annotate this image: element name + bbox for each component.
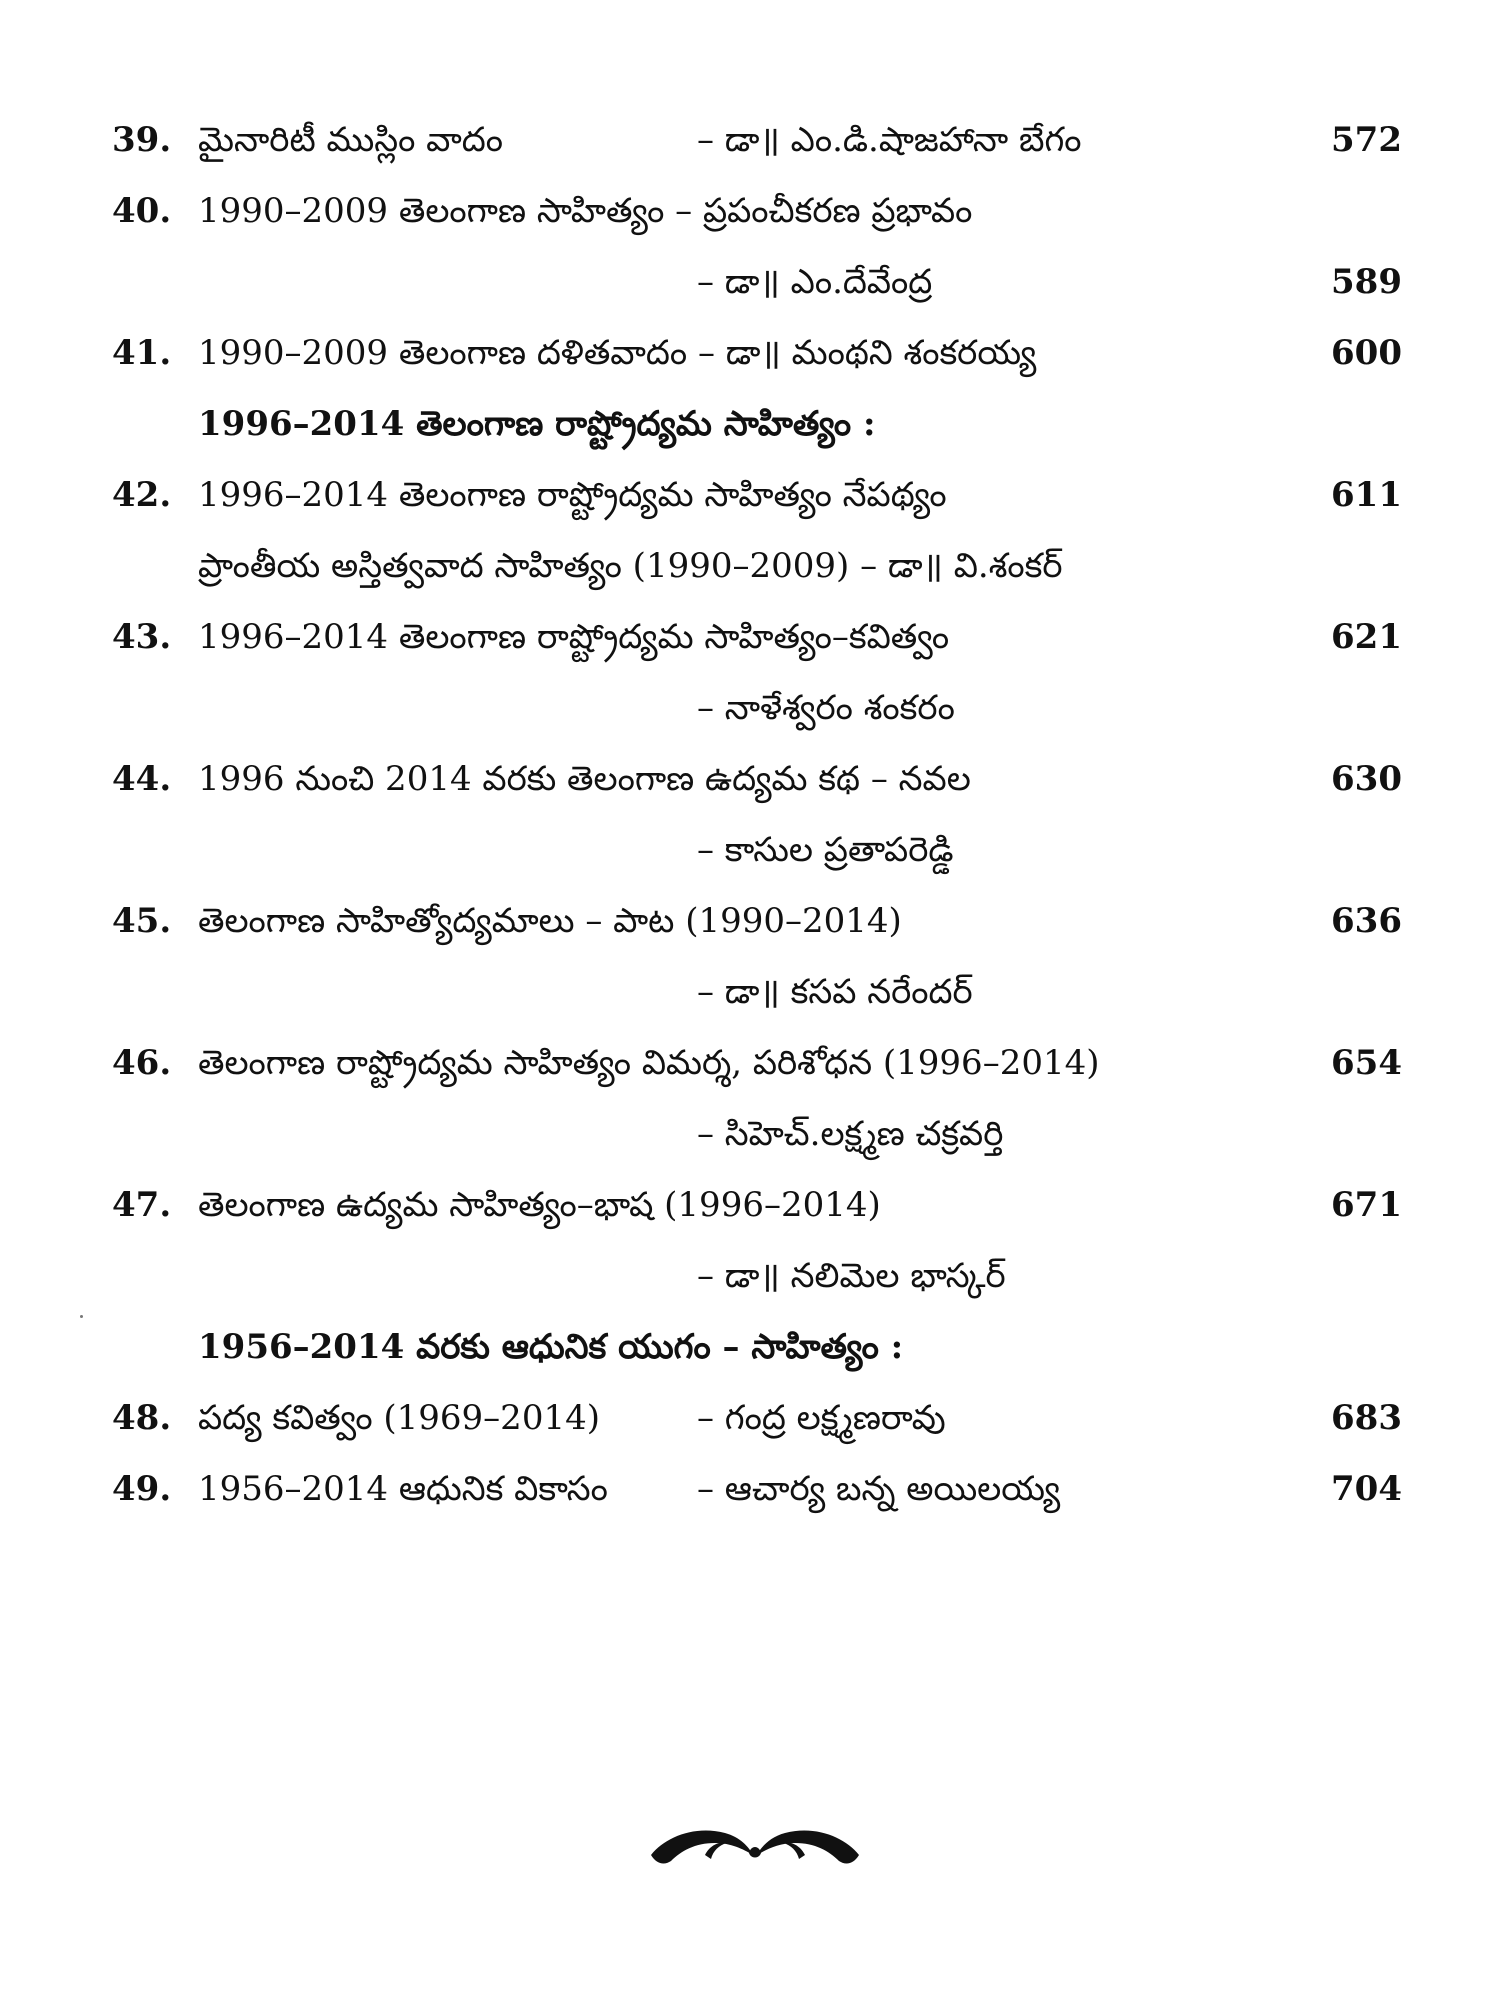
entry-author: – డా॥ ఎం.డి.షాజహానా బేగం <box>697 120 1082 160</box>
toc-entry-46 <box>112 1028 1402 1099</box>
section-heading <box>112 389 1402 460</box>
entry-number: 39. <box>112 120 172 160</box>
entry-page-number: 600 <box>1331 333 1402 373</box>
entry-title: తెలంగాణ ఉద్యమ సాహిత్యం–భాష (1996–2014) <box>198 1185 881 1225</box>
entry-title: మైనారిటీ ముస్లిం వాదం <box>198 120 504 160</box>
entry-number: 48. <box>112 1398 172 1438</box>
entry-title: 1990–2009 తెలంగాణ దళితవాదం – డా॥ మంథని శంకరయ్య <box>198 333 1037 373</box>
entry-author: – డా॥ కసప నరేందర్ <box>697 972 973 1012</box>
toc-entry-49 <box>112 1454 1402 1525</box>
entry-number: 49. <box>112 1469 172 1509</box>
entry-title: తెలంగాణ రాష్ట్రోద్యమ సాహిత్యం విమర్శ, పరిశోధన (1996–2014) <box>198 1043 1100 1083</box>
toc-entry-45 <box>112 886 1402 957</box>
entry-title: 1996–2014 తెలంగాణ రాష్ట్రోద్యమ సాహిత్యం–కవిత్వం <box>198 617 950 657</box>
toc-entry-41 <box>112 318 1402 389</box>
toc-entry-40 <box>112 176 1402 247</box>
entry-title: 1990–2009 తెలంగాణ సాహిత్యం – ప్రపంచీకరణ ప్రభావం <box>198 191 973 231</box>
entry-number: 44. <box>112 759 172 799</box>
table-of-contents <box>112 105 1402 1525</box>
toc-entry-47-author <box>112 1241 1402 1312</box>
entry-title: 1956–2014 ఆధునిక వికాసం <box>198 1469 608 1509</box>
toc-entry-42 <box>112 460 1402 531</box>
toc-entry-46-author <box>112 1099 1402 1170</box>
entry-number: 47. <box>112 1185 172 1225</box>
entry-author: – కాసుల ప్రతాపరెడ్డి <box>697 830 954 870</box>
entry-page-number: 621 <box>1331 617 1402 657</box>
entry-number: 40. <box>112 191 172 231</box>
entry-page-number: 654 <box>1331 1043 1402 1083</box>
toc-entry-42-continuation <box>112 531 1402 602</box>
entry-page-number: 683 <box>1331 1398 1402 1438</box>
entry-author: – సిహెచ్.లక్ష్మణ చక్రవర్తి <box>697 1114 1004 1154</box>
toc-entry-44 <box>112 744 1402 815</box>
entry-number: 45. <box>112 901 172 941</box>
decorative-flourish-icon <box>645 1815 865 1875</box>
toc-entry-43 <box>112 602 1402 673</box>
toc-entry-48 <box>112 1383 1402 1454</box>
entry-title: 1996–2014 తెలంగాణ రాష్ట్రోద్యమ సాహిత్యం నేపథ్యం <box>198 475 947 515</box>
toc-entry-43-author <box>112 673 1402 744</box>
entry-page-number: 589 <box>1331 262 1402 302</box>
entry-author: – గంద్ర లక్ష్మణరావు <box>697 1398 946 1438</box>
toc-entry-40-author <box>112 247 1402 318</box>
entry-page-number: 572 <box>1331 120 1402 160</box>
entry-title: పద్య కవిత్వం (1969–2014) <box>198 1398 600 1438</box>
entry-page-number: 636 <box>1331 901 1402 941</box>
entry-title: తెలంగాణ సాహిత్యోద్యమాలు – పాట (1990–2014) <box>198 901 902 941</box>
toc-entry-47 <box>112 1170 1402 1241</box>
entry-page-number: 630 <box>1331 759 1402 799</box>
entry-page-number: 671 <box>1331 1185 1402 1225</box>
entry-title: 1996 నుంచి 2014 వరకు తెలంగాణ ఉద్యమ కథ – నవల <box>198 759 971 799</box>
entry-number: 41. <box>112 333 172 373</box>
entry-author: – డా॥ ఎం.దేవేంద్ర <box>697 262 933 302</box>
toc-entry-44-author <box>112 815 1402 886</box>
entry-author: – డా॥ నలిమెల భాస్కర్ <box>697 1256 1006 1296</box>
entry-number: 46. <box>112 1043 172 1083</box>
entry-page-number: 611 <box>1331 475 1402 515</box>
entry-title-continuation: ప్రాంతీయ అస్తిత్వవాద సాహిత్యం (1990–2009) – డా॥ వి.శంకర్ <box>198 546 1063 586</box>
entry-author: – నాళేశ్వరం శంకరం <box>697 688 955 728</box>
entry-page-number: 704 <box>1331 1469 1402 1509</box>
section-heading-text: 1956–2014 వరకు ఆధునిక యుగం – సాహిత్యం : <box>198 1327 904 1367</box>
entry-number: 42. <box>112 475 172 515</box>
toc-entry-45-author <box>112 957 1402 1028</box>
section-heading-text: 1996–2014 తెలంగాణ రాష్ట్రోద్యమ సాహిత్యం : <box>198 404 876 444</box>
entry-number: 43. <box>112 617 172 657</box>
section-heading <box>112 1312 1402 1383</box>
scan-speck <box>80 1315 83 1318</box>
toc-entry-39 <box>112 105 1402 176</box>
entry-author: – ఆచార్య బన్న అయిలయ్య <box>697 1469 1061 1509</box>
